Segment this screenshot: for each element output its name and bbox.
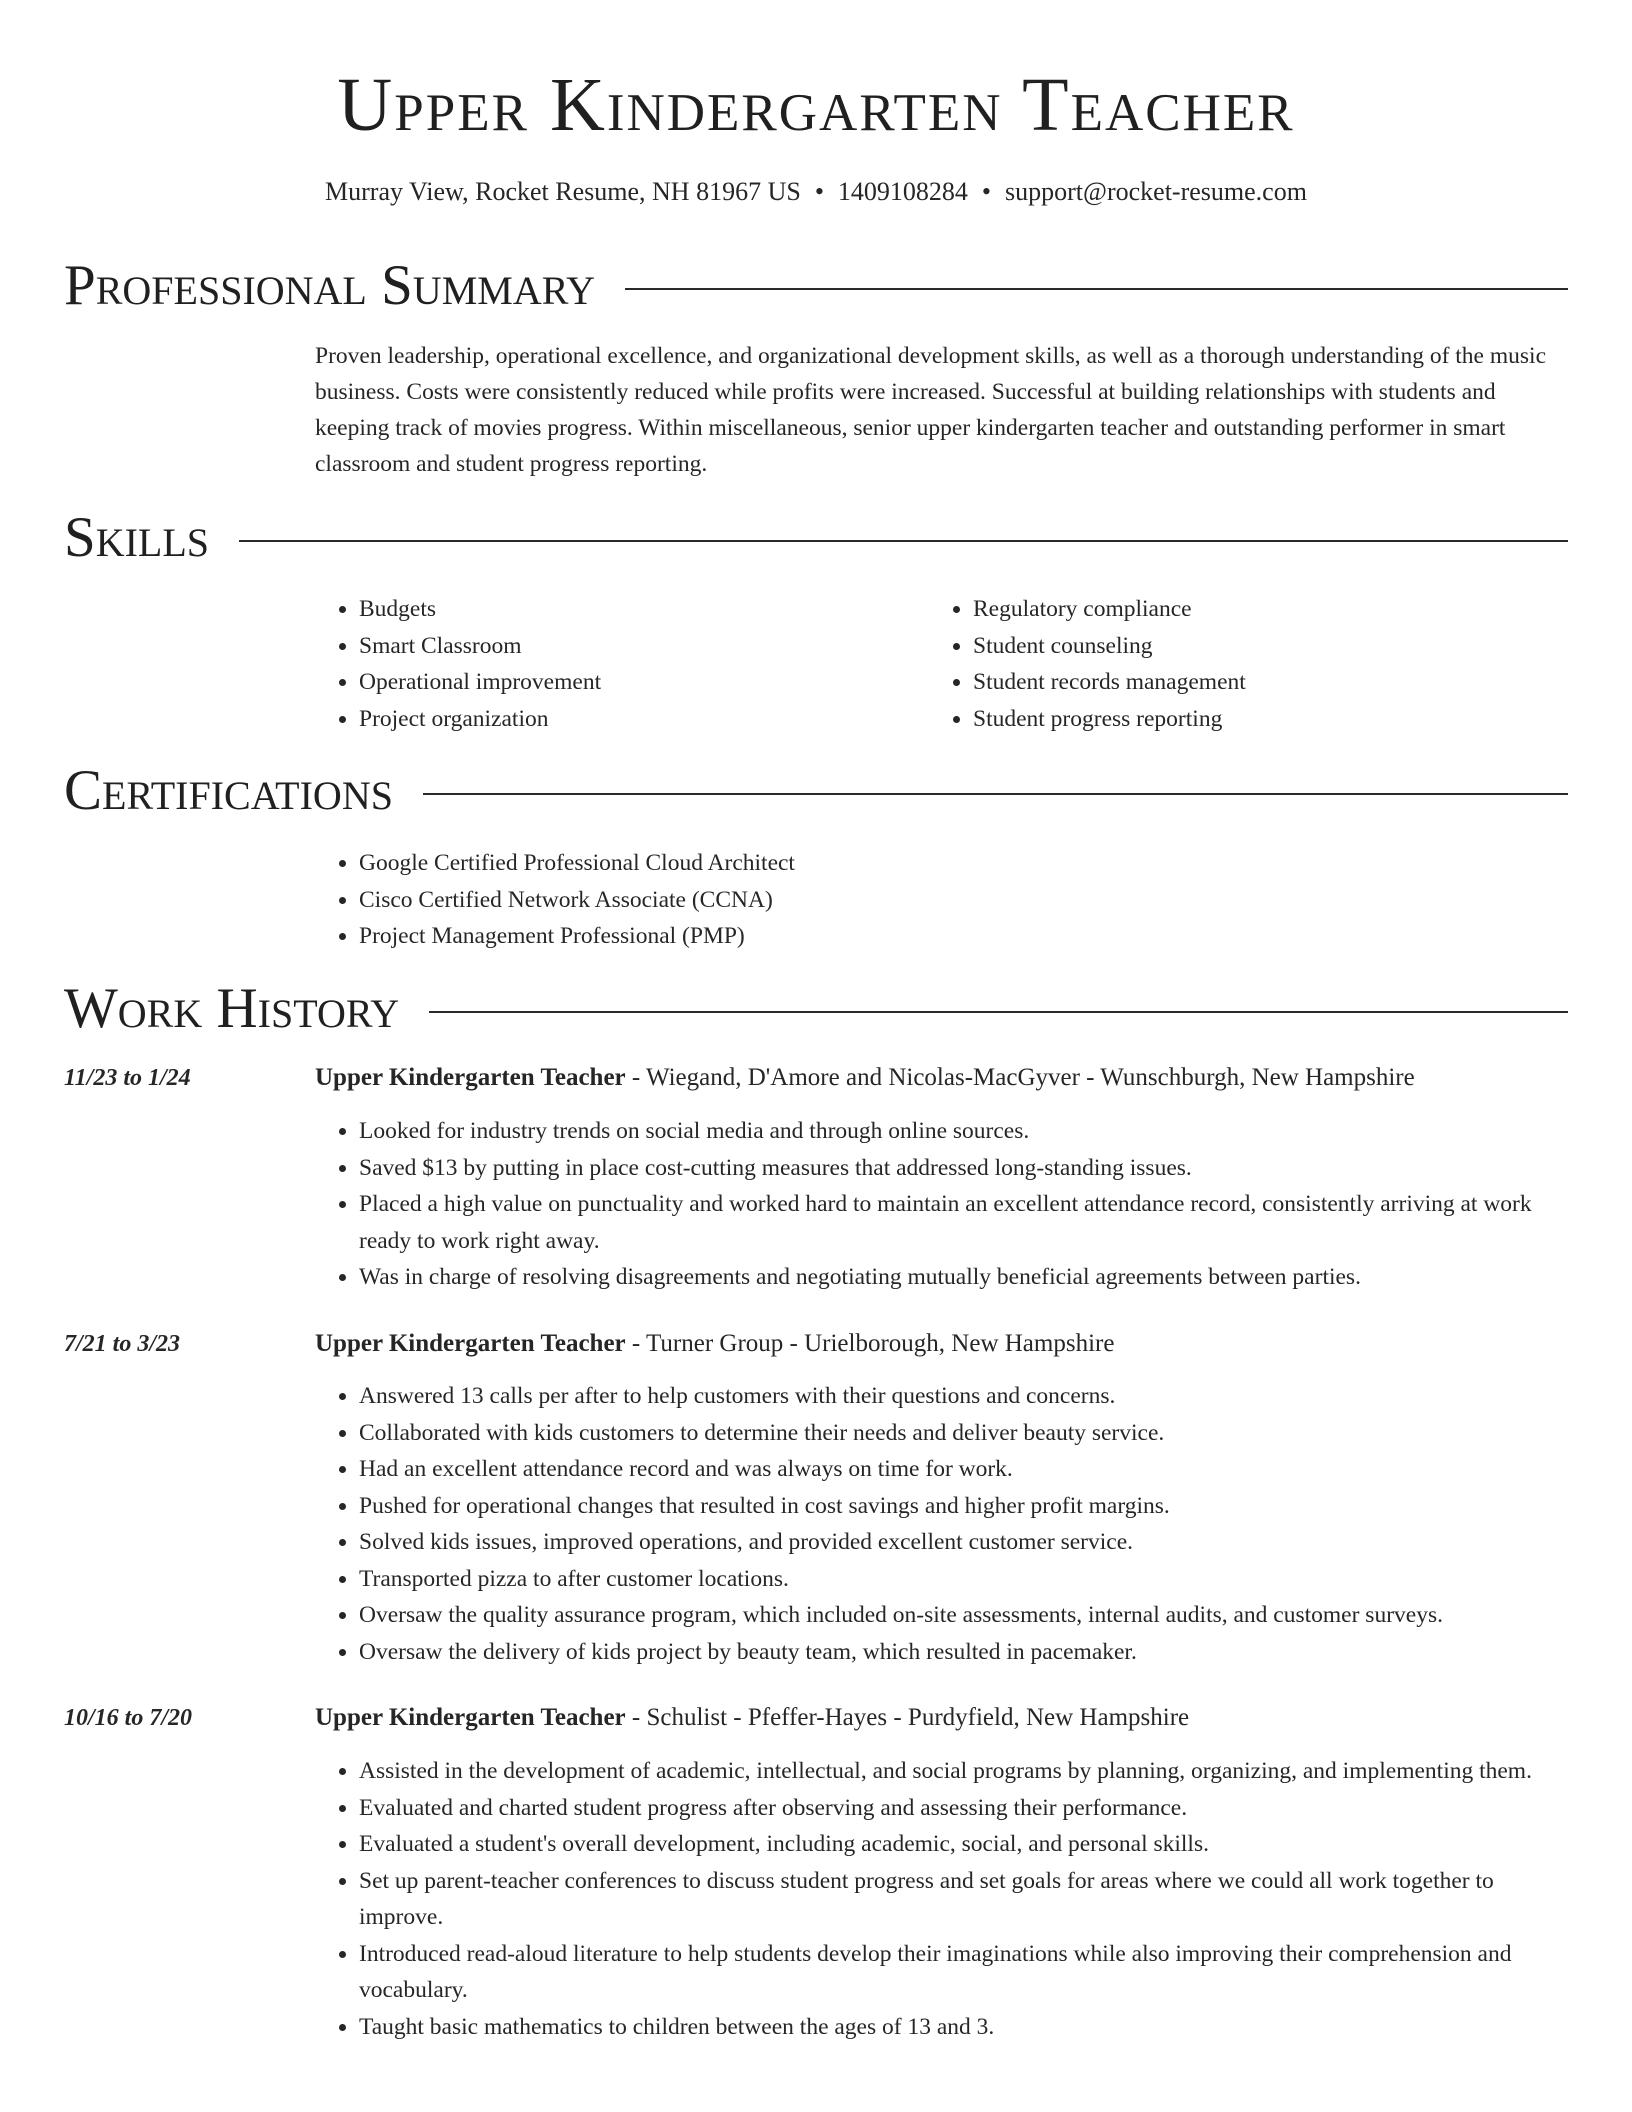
job-bullets: [315, 1113, 1571, 1296]
certifications-list: [315, 845, 1315, 955]
section-divider: [429, 1011, 1568, 1013]
job-heading: [315, 1326, 1571, 1362]
section-divider: [239, 540, 1568, 542]
skills-list-right: [929, 591, 1529, 737]
job-bullet: • Taught basic mathematics to children between the ages of 13 and 3.: [359, 2009, 1571, 2046]
job-bullets: [315, 1378, 1571, 1670]
skill-item: • Student counseling: [973, 628, 1529, 665]
job-bullet: • Evaluated a student's overall development, including academic, social, and personal skills.: [359, 1826, 1571, 1863]
job-bullet: • Transported pizza to after customer locations.: [359, 1561, 1571, 1598]
job-role: Upper Kindergarten Teacher: [315, 1330, 626, 1357]
contact-separator: •: [981, 177, 992, 206]
job-heading: [315, 1060, 1571, 1096]
work-section-title: Work History: [64, 977, 400, 1040]
job-bullet: • Pushed for operational changes that resulted in cost savings and higher profit margins.: [359, 1488, 1571, 1525]
summary-text: Proven leadership, operational excellence, and organizational development skills, as well as a thorough understanding of the music business. Costs were consistently reduced while profits were increased. Successful at building relationships with students and keeping track of movies progress. Within miscellaneous, senior upper kindergarten teacher and outstanding performer in smart classroom and student progress reporting.: [315, 343, 1546, 477]
job-employer: - Turner Group - Urielborough, New Hampshire: [625, 1330, 1115, 1357]
certification-item: • Cisco Certified Network Associate (CCNA): [359, 882, 1315, 919]
contact-separator: •: [814, 177, 824, 206]
certification-item: • Google Certified Professional Cloud Architect: [359, 845, 1315, 882]
work-section-header: [64, 977, 1568, 1041]
job-dates: 11/23 to 1/24: [64, 1065, 191, 1091]
job-bullet: • Collaborated with kids customers to determine their needs and deliver beauty service.: [359, 1415, 1571, 1452]
skills-section-header: [64, 506, 1568, 570]
job-dates: 10/16 to 7/20: [64, 1705, 193, 1731]
job-employer: - Schulist - Pfeffer-Hayes - Purdyfield, New Hampshire: [625, 1704, 1190, 1731]
job-bullet: • Saved $13 by putting in place cost-cutting measures that addressed long-standing issues.: [359, 1150, 1571, 1187]
job-bullet: • Assisted in the development of academic, intellectual, and social programs by planning, organizing, and implementing them.: [359, 1753, 1571, 1790]
resume-name: Upper Kindergarten Teacher: [337, 63, 1295, 147]
job-bullet: • Was in charge of resolving disagreements and negotiating mutually beneficial agreements between parties.: [359, 1259, 1571, 1296]
job-heading: [315, 1700, 1571, 1736]
job-bullet: • Placed a high value on punctuality and worked hard to maintain an excellent attendance record, consistently arriving at work ready to work right away.: [359, 1186, 1571, 1259]
job-role: Upper Kindergarten Teacher: [315, 1064, 626, 1091]
job-bullet: • Evaluated and charted student progress after observing and assessing their performance.: [359, 1790, 1571, 1827]
skills-section-title: Skills: [64, 506, 210, 569]
summary-section-title: Professional Summary: [64, 254, 596, 317]
job-bullet: • Set up parent-teacher conferences to discuss student progress and set goals for areas where we could all work together to improve.: [359, 1863, 1571, 1936]
job-bullet: • Had an excellent attendance record and was always on time for work.: [359, 1451, 1571, 1488]
contact-line: [0, 174, 1632, 210]
skill-item: • Smart Classroom: [359, 628, 915, 665]
skill-item: • Student records management: [973, 664, 1529, 701]
skill-item: • Student progress reporting: [973, 701, 1529, 738]
job-bullet: • Looked for industry trends on social media and through online sources.: [359, 1113, 1571, 1150]
contact-address: Murray View, Rocket Resume, NH 81967 US: [325, 177, 801, 206]
job-bullet: • Solved kids issues, improved operations, and provided excellent customer service.: [359, 1524, 1571, 1561]
skill-item: • Operational improvement: [359, 664, 915, 701]
job-bullet: • Oversaw the quality assurance program, which included on-site assessments, internal audits, and customer surveys.: [359, 1597, 1571, 1634]
section-divider: [423, 793, 1568, 795]
job-role: Upper Kindergarten Teacher: [315, 1704, 626, 1731]
contact-email: support@rocket-resume.com: [1005, 177, 1307, 206]
section-divider: [625, 288, 1568, 290]
skill-item: • Regulatory compliance: [973, 591, 1529, 628]
job-bullet: • Introduced read-aloud literature to help students develop their imaginations while also improving their comprehension and vocabulary.: [359, 1936, 1571, 2009]
skill-item: • Project organization: [359, 701, 915, 738]
job-bullet: • Answered 13 calls per after to help customers with their questions and concerns.: [359, 1378, 1571, 1415]
job-employer: - Wiegand, D'Amore and Nicolas-MacGyver - Wunschburgh, New Hampshire: [625, 1064, 1415, 1091]
job-bullets: [315, 1753, 1571, 2045]
job-bullet: • Oversaw the delivery of kids project by beauty team, which resulted in pacemaker.: [359, 1634, 1571, 1671]
skills-list-left: [315, 591, 915, 737]
certifications-section-title: Certifications: [64, 759, 393, 822]
certifications-section-header: [64, 759, 1568, 823]
skill-item: • Budgets: [359, 591, 915, 628]
summary-section-header: [64, 254, 1568, 318]
contact-phone: 1409108284: [837, 177, 968, 206]
job-dates: 7/21 to 3/23: [64, 1331, 181, 1357]
certification-item: • Project Management Professional (PMP): [359, 918, 1315, 955]
